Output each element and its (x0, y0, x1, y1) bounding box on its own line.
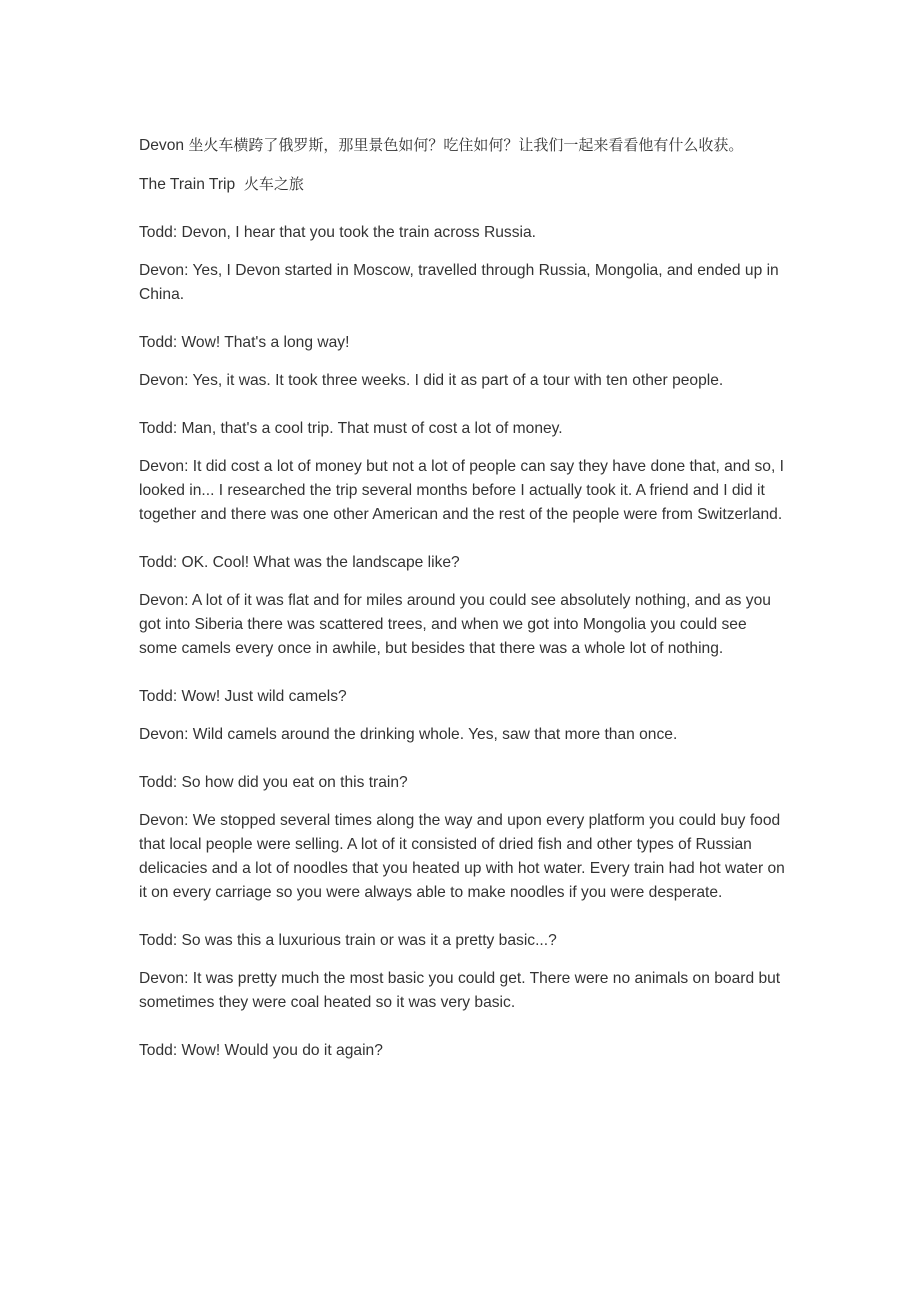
dialogue-line-devon: Devon: A lot of it was flat and for miles around you could see absolutely nothing, and as you got into Siberia there was scattered trees, and when we got into Mongolia you could see some camels every once in awhile, but besides that there was a whole lot of nothing. (139, 592, 771, 657)
dialogue-line-todd: Todd: Devon, I hear that you took the train across Russia. (139, 224, 536, 241)
dialogue-line-devon: Devon: Yes, it was. It took three weeks. I did it as part of a tour with ten other people. (139, 372, 724, 389)
dialogue-line-devon: Devon: It was pretty much the most basic you could get. There were no animals on board but sometimes they were coal heated so it was very basic. (139, 970, 781, 1011)
title-en: The Train Trip (139, 176, 236, 193)
dialogue-line-todd: Todd: Wow! That's a long way! (139, 334, 350, 351)
dialogue-line-todd: Todd: OK. Cool! What was the landscape like? (139, 554, 460, 571)
dialogue-line-devon: Devon: Wild camels around the drinking whole. Yes, saw that more than once. (139, 726, 678, 743)
intro-en: Devon (139, 137, 185, 154)
document-page (139, 133, 789, 1077)
dialogue-line-todd: Todd: So how did you eat on this train? (139, 774, 408, 791)
dialogue-line-devon: Devon: We stopped several times along the way and upon every platform you could buy food that local people were selling. A lot of it consisted of dried fish and other types of Russian delicacies and a lot of noodles that you heated up with hot water. Every train had hot water on it on every carriage so you were always able to make noodles if you were desperate. (139, 812, 785, 901)
intro-zh: 坐火车横跨了俄罗斯，那里景色如何？吃住如何？让我们一起来看看他有什么收获。 (188, 136, 744, 154)
dialogue-line-todd: Todd: Wow! Just wild camels? (139, 688, 347, 705)
dialogue-line-devon: Devon: Yes, I Devon started in Moscow, travelled through Russia, Mongolia, and ended up in China. (139, 262, 779, 303)
dialogue-line-todd: Todd: Wow! Would you do it again? (139, 1042, 383, 1059)
document-title (139, 172, 789, 197)
dialogue-line-todd: Todd: Man, that's a cool trip. That must of cost a lot of money. (139, 420, 563, 437)
intro-line (139, 133, 789, 158)
title-zh: 火车之旅 (243, 175, 304, 193)
dialogue-line-devon: Devon: It did cost a lot of money but not a lot of people can say they have done that, and so, I looked in... I researched the trip several months before I actually took it. A friend and I did it together and there was one other American and the rest of the people were from Switzerland. (139, 458, 784, 523)
dialogue-line-todd: Todd: So was this a luxurious train or was it a pretty basic...? (139, 932, 557, 949)
